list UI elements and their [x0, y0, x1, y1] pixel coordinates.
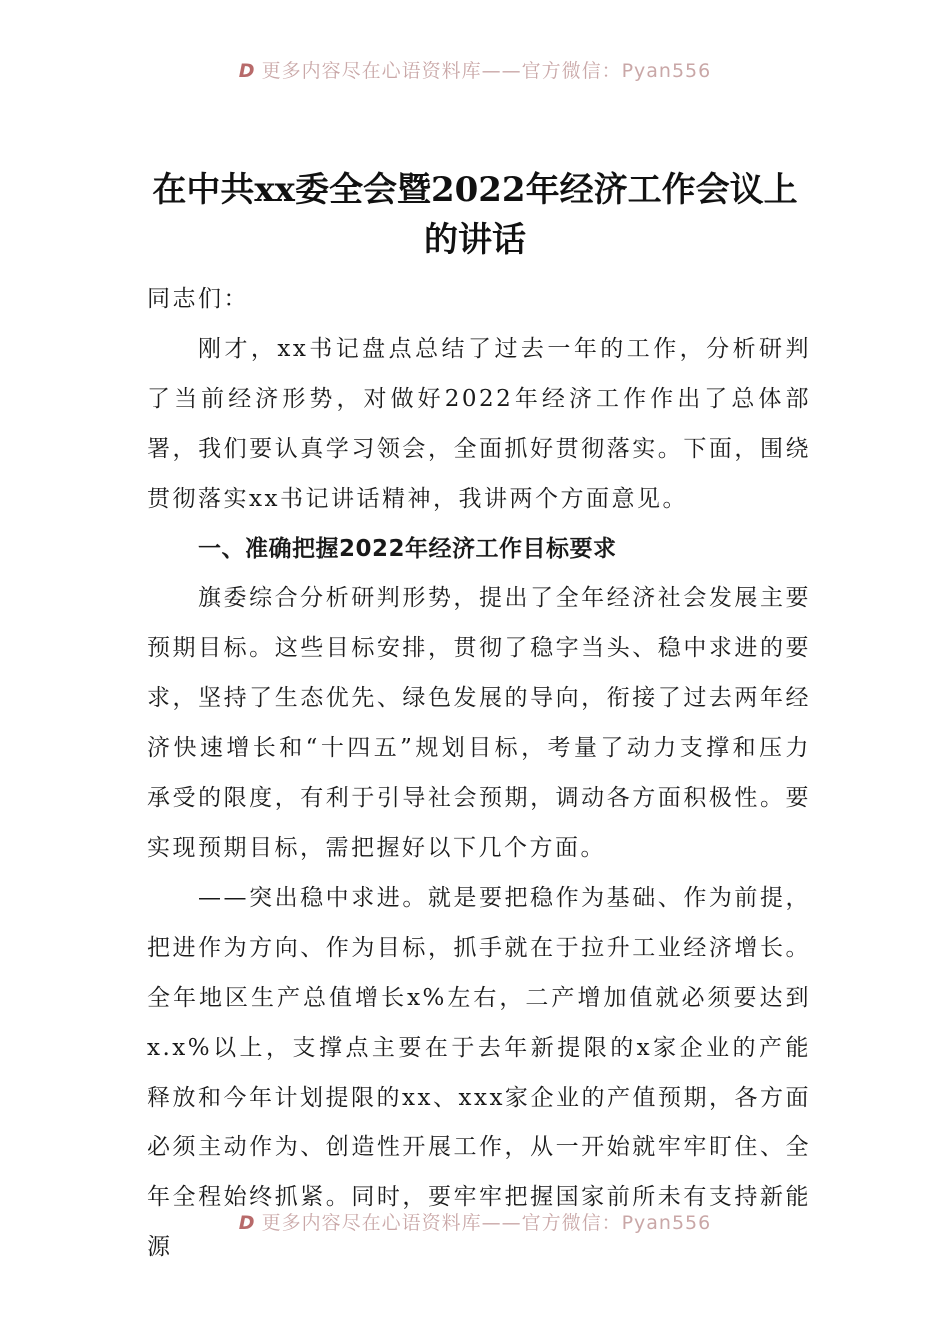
watermark-header: [0, 56, 950, 83]
paragraph-stability: ——突出稳中求进。就是要把稳作为基础、作为前提，把进作为方向、作为目标，抓手就在于拉升工业经济增长。全年地区生产总值增长x%左右，二产增加值就必须要达到x.x%以上，支撑点主要在于去年新提限的x家企业的产能释放和今年计划提限的xx、xxx家企业的产值预期，各方面必须主动作为、创造性开展工作，从一开始就牢牢盯住、全年全程始终抓紧。同时，要牢牢把握国家前所未有支持新能源: [147, 884, 811, 1261]
salutation: 同志们：: [147, 286, 249, 312]
title-line-2: 的讲话: [424, 220, 526, 260]
title-line-1: 在中共xx委全会暨2022年经济工作会议上: [152, 170, 798, 210]
watermark-footer: [0, 1208, 950, 1235]
paragraph-targets: 旗委综合分析研判形势，提出了全年经济社会发展主要预期目标。这些目标安排，贯彻了稳字当头、稳中求进的要求，坚持了生态优先、绿色发展的导向，衔接了过去两年经济快速增长和“十四五”规划目标，考量了动力支撑和压力承受的限度，有利于引导社会预期，调动各方面积极性。要实现预期目标，需把握好以下几个方面。: [147, 585, 811, 861]
document-body: [147, 275, 811, 1273]
watermark-logo: D: [238, 1212, 256, 1234]
section-heading-1: 一、准确把握2022年经济工作目标要求: [198, 535, 617, 562]
watermark-logo: D: [238, 60, 256, 82]
watermark-text: 更多内容尽在心语资料库——官方微信：Pyan556: [261, 1212, 712, 1234]
watermark-text: 更多内容尽在心语资料库——官方微信：Pyan556: [261, 60, 712, 82]
paragraph-intro: 刚才，xx书记盘点总结了过去一年的工作，分析研判了当前经济形势，对做好2022年经济工作作出了总体部署，我们要认真学习领会，全面抓好贯彻落实。下面，围绕贯彻落实xx书记讲话精神，我讲两个方面意见。: [147, 335, 811, 512]
document-title: [0, 165, 950, 265]
